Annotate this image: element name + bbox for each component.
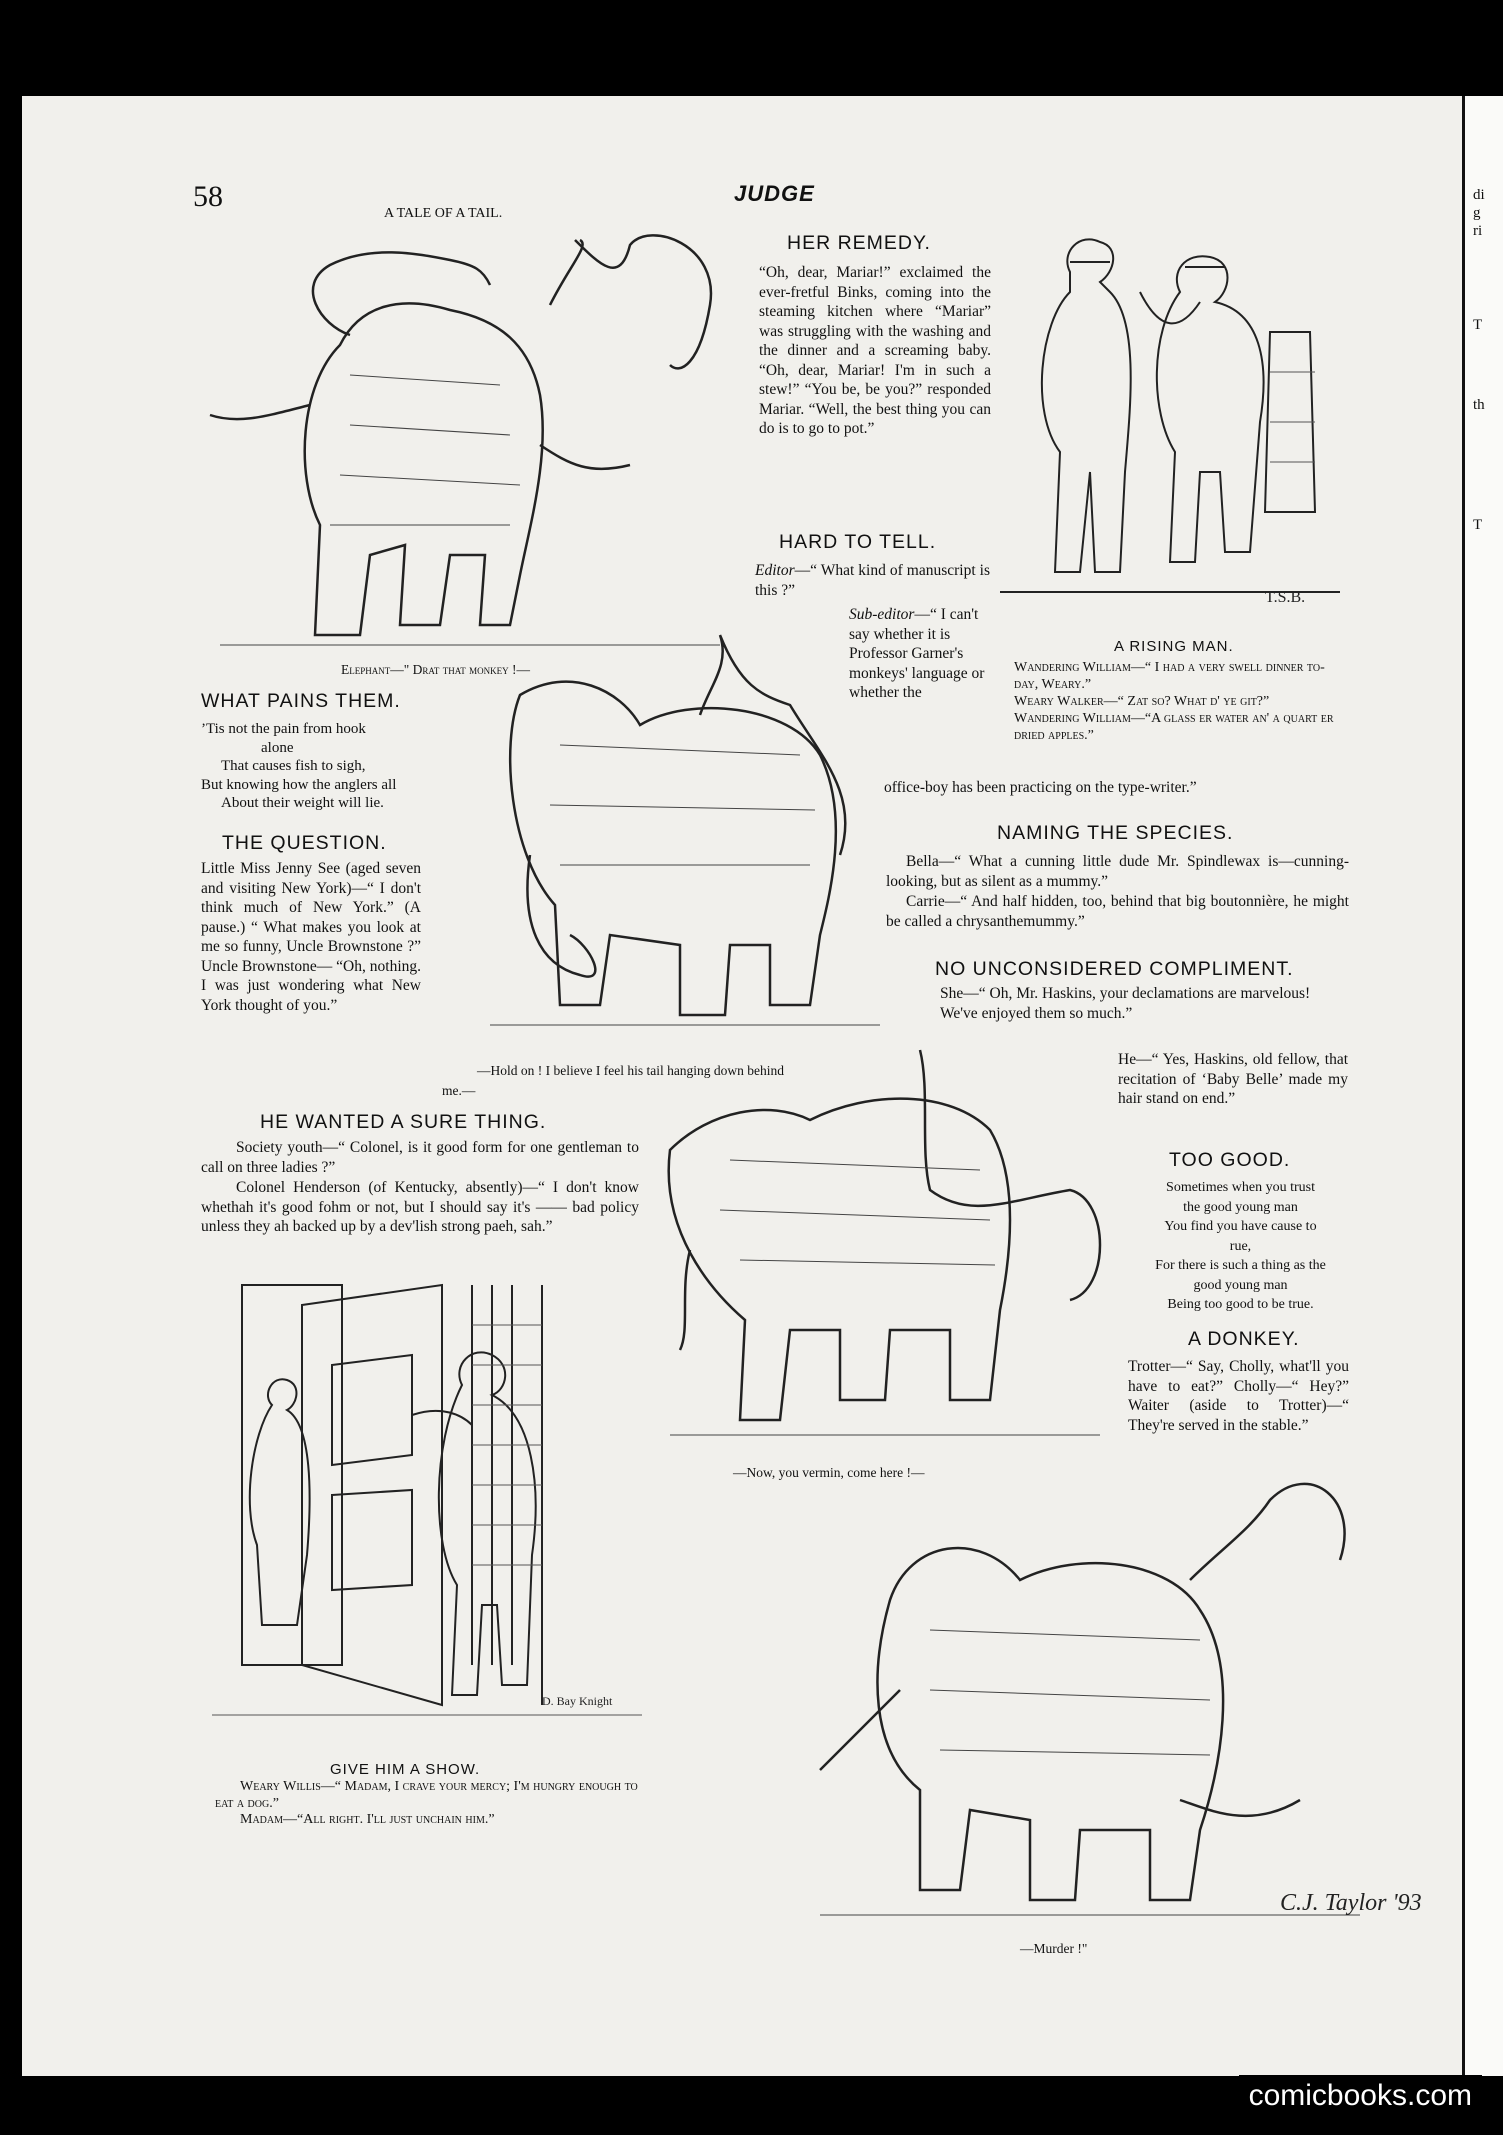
her-remedy-heading: HER REMEDY. xyxy=(787,232,931,254)
too-good-line-1: Sometimes when you trust xyxy=(1166,1180,1315,1195)
compliment-heading: NO UNCONSIDERED COMPLIMENT. xyxy=(935,958,1294,980)
sure-thing-text-1: Society youth—“ Colonel, is it good form for one gentleman to call on three ladies ?” xyxy=(201,1139,639,1176)
tale-caption-3: —Now, you vermin, come here !— xyxy=(733,1465,925,1480)
naming-text-1: Bella—“ What a cunning little dude Mr. Spindlewax is—cunning-looking, but as silent as a mummy.” xyxy=(886,853,1349,890)
rising-man-signature: T.S.B. xyxy=(1265,589,1306,606)
what-pains-line-1: ’Tis not the pain from hook xyxy=(201,721,366,737)
elephant-monkey-illustration-2 xyxy=(460,605,900,1035)
too-good-line-7: Being too good to be true. xyxy=(1167,1297,1314,1312)
too-good-line-3: You find you have cause to xyxy=(1164,1219,1317,1234)
too-good-line-2: the good young man xyxy=(1183,1199,1298,1215)
show-signature: D. Bay Knight xyxy=(542,1694,613,1708)
show-line-1: Weary Willis—“ Madam, I crave your mercy; I'm hungry enough to eat a dog.” xyxy=(215,1779,638,1811)
too-good-line-4: rue, xyxy=(1229,1238,1252,1254)
tale-signature: C.J. Taylor '93 xyxy=(1280,1890,1422,1916)
rising-man-line-3: Wandering William—“A glass er water an' a quart er dried apples.” xyxy=(1014,711,1334,743)
too-good-heading: TOO GOOD. xyxy=(1169,1149,1291,1171)
hard-to-tell-ending: office-boy has been practicing on the type-writer.” xyxy=(884,779,1197,796)
show-heading: GIVE HIM A SHOW. xyxy=(330,1761,481,1778)
what-pains-heading: WHAT PAINS THEM. xyxy=(201,690,401,712)
tale-title: A TALE OF A TAIL. xyxy=(384,206,503,221)
show-text xyxy=(215,1779,640,1829)
question-text: Little Miss Jenny See (aged seven and visiting New York)—“ I don't think much of New York.” (A pause.) “ What makes you look at me so funny, Uncle Brownstone ?” Uncle Brownstone— “Oh, nothing. I was just wondering what New York thought of you.” xyxy=(201,860,421,1014)
too-good-poem xyxy=(1128,1178,1353,1315)
sure-thing-heading: HE WANTED A SURE THING. xyxy=(260,1111,547,1133)
elephant-monkey-illustration-3 xyxy=(650,1030,1120,1450)
tale-caption-1: Elephant—" Drat that monkey !— xyxy=(341,662,530,677)
watermark: comicbooks.com xyxy=(1239,2075,1482,2117)
donkey-heading: A DONKEY. xyxy=(1188,1328,1300,1350)
what-pains-line-2: alone xyxy=(261,739,294,756)
naming-heading: NAMING THE SPECIES. xyxy=(997,822,1234,844)
too-good-line-6: good young man xyxy=(1193,1277,1288,1293)
show-line-2: Madam—“All right. I'll just unchain him.” xyxy=(240,1812,495,1827)
compliment-text-1: She—“ Oh, Mr. Haskins, your declamations are marvelous! We've enjoyed them so much.” xyxy=(940,985,1311,1022)
masthead: JUDGE xyxy=(734,181,815,206)
page-number: 58 xyxy=(193,180,223,213)
what-pains-line-3: That causes fish to sigh, xyxy=(221,758,366,774)
her-remedy-text: “Oh, dear, Mariar!” exclaimed the ever-fretful Binks, coming into the steaming kitchen where “Mariar” was struggling with the washing and the dinner and a screaming baby. “Oh, dear, Mariar! I'm in such a stew!” “You be, be you?” responded Mariar. “Well, the best thing you can do is to go to pot.” xyxy=(759,264,991,437)
naming-text-2: Carrie—“ And half hidden, too, behind that big boutonnière, he might be called a chrysanthemummy.” xyxy=(886,893,1349,930)
editor-speaker: Editor xyxy=(755,562,795,579)
sure-thing-text-2: Colonel Henderson (of Kentucky, absently)—“ I don't know whethah it's good fohm or not, but I should say it's —— bad policy unless they ah backed up by a dev'lish strong paeh, sah.” xyxy=(201,1179,639,1235)
rising-man-text xyxy=(1014,659,1348,744)
hard-to-tell-heading: HARD TO TELL. xyxy=(779,531,937,553)
what-pains-poem xyxy=(201,720,431,813)
hard-to-tell-subeditor-line xyxy=(849,605,989,703)
what-pains-line-5: About their weight will lie. xyxy=(221,795,384,811)
rising-man-line-2: Weary Walker—“ Zat so? What d' ye git?” xyxy=(1014,694,1270,709)
elephant-monkey-illustration-1 xyxy=(200,225,730,655)
compliment-text-2: He—“ Yes, Haskins, old fellow, that recitation of ‘Baby Belle’ made my hair stand on end.” xyxy=(1118,1051,1348,1107)
adjacent-page-edge: di g ri T th T xyxy=(1462,96,1503,2076)
too-good-line-5: For there is such a thing as the xyxy=(1155,1258,1326,1273)
hard-to-tell-editor-line xyxy=(755,561,990,600)
editor-line: —“ What kind of manuscript is this ?” xyxy=(755,562,990,599)
subeditor-line: —“ I can't say whether it is Professor Garner's monkeys' language or whether the xyxy=(849,606,985,701)
rising-man-line-1: Wandering William—“ I had a very swell dinner to-day, Weary.” xyxy=(1014,660,1325,692)
doorway-tramp-illustration xyxy=(212,1285,642,1735)
donkey-text: Trotter—“ Say, Cholly, what'll you have to eat?” Cholly—“ Hey?” Waiter (aside to Trotter)—“ They're served in the stable.” xyxy=(1128,1358,1349,1434)
tramps-illustration xyxy=(1000,212,1340,612)
what-pains-line-4: But knowing how the anglers all xyxy=(201,776,397,793)
subeditor-speaker: Sub-editor xyxy=(849,606,915,623)
question-heading: THE QUESTION. xyxy=(222,832,387,854)
elephant-monkey-illustration-4 xyxy=(780,1470,1422,1930)
tale-caption-2b: me.— xyxy=(442,1083,476,1098)
tale-caption-4: —Murder !" xyxy=(1020,1941,1088,1956)
rising-man-heading: A RISING MAN. xyxy=(1114,638,1234,655)
tale-caption-2a: —Hold on ! I believe I feel his tail hanging down behind xyxy=(477,1063,785,1078)
